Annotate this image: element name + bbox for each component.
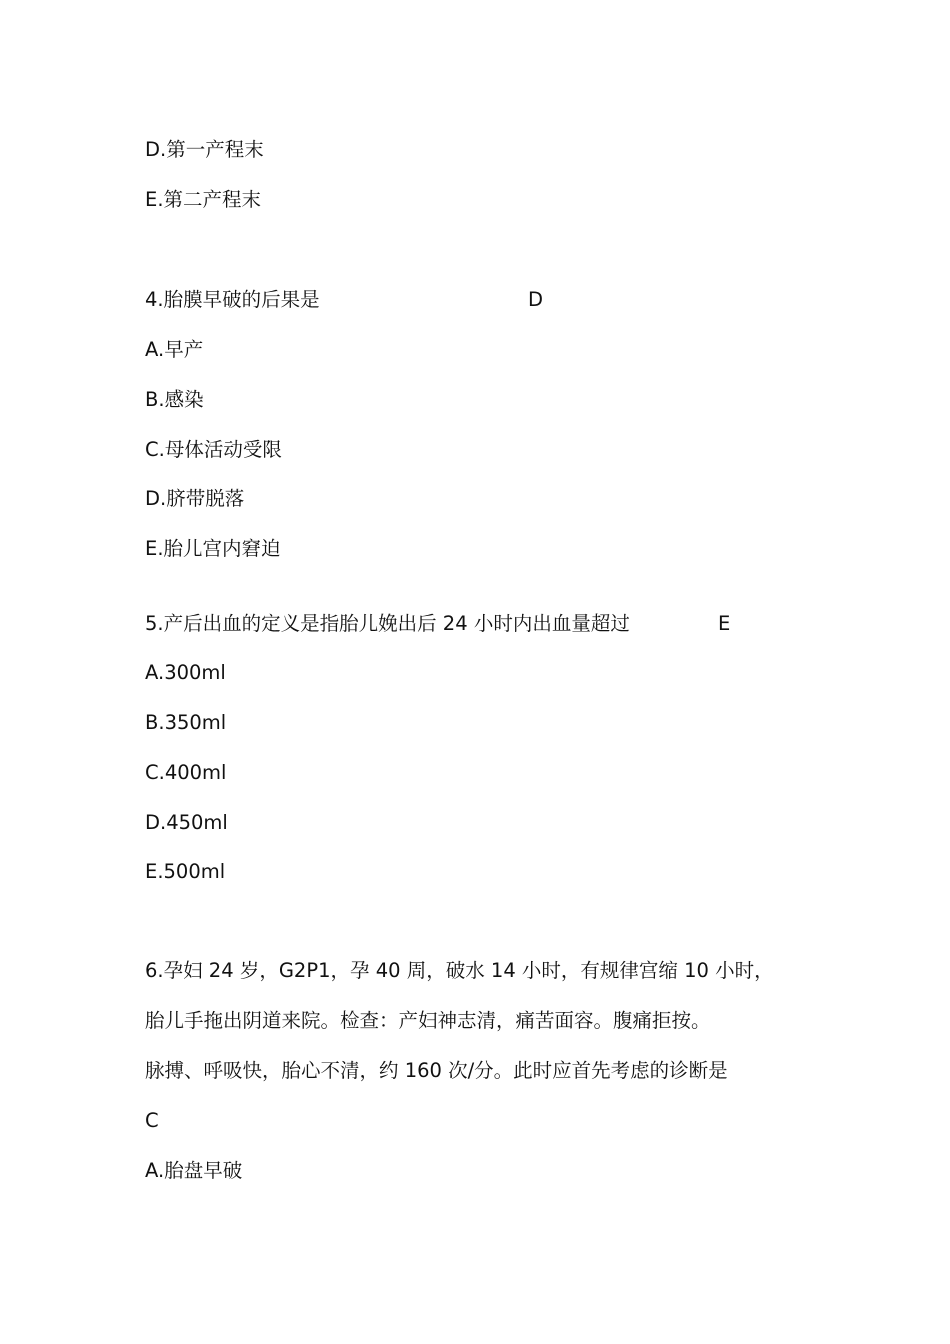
q5-option-c: C.400ml <box>145 761 227 784</box>
q4-option-d: D.脐带脱落 <box>145 487 245 510</box>
q6-question-line-2: 胎儿手拖出阴道来院。检查：产妇神志清，痛苦面容。腹痛拒按。 <box>145 1009 711 1032</box>
q5-option-e: E.500ml <box>145 860 226 883</box>
q5-question: 5.产后出血的定义是指胎儿娩出后 24 小时内出血量超过 <box>145 612 630 635</box>
q4-option-b: B.感染 <box>145 388 204 411</box>
q3-option-d: D.第一产程末 <box>145 138 264 161</box>
q5-option-b: B.350ml <box>145 711 227 734</box>
q4-question: 4.胎膜早破的后果是 <box>145 288 320 311</box>
q4-option-e: E.胎儿宫内窘迫 <box>145 537 281 560</box>
q5-option-d: D.450ml <box>145 811 228 834</box>
q6-answer: C <box>145 1109 159 1132</box>
q6-option-a: A.胎盘早破 <box>145 1159 243 1182</box>
q4-option-c: C.母体活动受限 <box>145 438 282 461</box>
q5-option-a: A.300ml <box>145 661 226 684</box>
q5-answer: E <box>718 612 731 635</box>
q6-question-line-1: 6.孕妇 24 岁，G2P1，孕 40 周，破水 14 小时，有规律宫缩 10 小时， <box>145 959 774 982</box>
q4-option-a: A.早产 <box>145 338 204 361</box>
q4-answer: D <box>528 288 544 311</box>
q6-question-line-3: 脉搏、呼吸快，胎心不清，约 160 次/分。此时应首先考虑的诊断是 <box>145 1059 728 1082</box>
q3-option-e: E.第二产程末 <box>145 188 262 211</box>
